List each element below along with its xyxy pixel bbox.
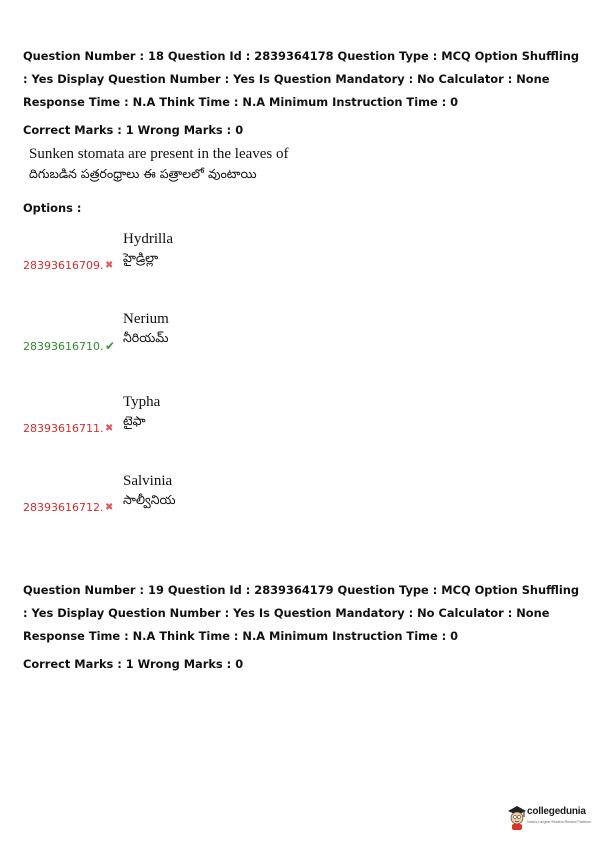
option-4-id: 28393616712. (23, 501, 104, 514)
cross-icon: ✖ (105, 502, 114, 513)
option-3-text-telugu: టైఫా (123, 413, 146, 428)
question-19-meta: Question Number : 19 Question Id : 2839364179 Question Type : MCQ Option Shuffling : Yes Display Question Number : Yes Is Question Mandatory : No Calculator : None Response Time : N.A Think Time : N.A Minimum Instruction Time : 0 (23, 583, 579, 643)
options-label: Options : (23, 201, 82, 215)
question-18-text-english: Sunken stomata are present in the leaves of (29, 146, 289, 162)
option-4-text-english: Salvinia (123, 473, 173, 489)
option-3[interactable] (0, 393, 595, 453)
question-19-marks: Correct Marks : 1 Wrong Marks : 0 (23, 657, 244, 671)
question-18-marks: Correct Marks : 1 Wrong Marks : 0 (23, 123, 244, 137)
option-2[interactable] (0, 310, 595, 370)
option-1-id: 28393616709. (23, 259, 104, 272)
graduate-mascot-icon (507, 803, 527, 831)
collegedunia-logo (507, 803, 591, 833)
option-1-text-telugu: హైడ్రిల్లా (123, 250, 159, 265)
option-4-text-telugu: సాల్వీనియ (123, 492, 176, 507)
logo-tagline: India's Largest Student Review Platform (527, 820, 591, 824)
option-2-text-telugu: నీరియమ్ (123, 330, 169, 345)
option-3-id: 28393616711. (23, 422, 104, 435)
option-4[interactable] (0, 472, 595, 532)
option-1-text-english: Hydrilla (123, 231, 173, 247)
option-3-text-english: Typha (123, 394, 161, 410)
cross-icon: ✖ (105, 260, 114, 271)
cross-icon: ✖ (105, 423, 114, 434)
check-icon: ✔ (105, 339, 116, 353)
option-2-text-english: Nerium (123, 311, 169, 327)
logo-name: collegedunia (527, 806, 586, 817)
option-2-id: 28393616710. (23, 340, 104, 353)
question-18-text-telugu: దిగుబడిన పత్రరంధ్రాలు ఈ పత్రాలలో వుంటాయి (29, 166, 257, 181)
question-18-meta: Question Number : 18 Question Id : 2839364178 Question Type : MCQ Option Shuffling : Yes Display Question Number : Yes Is Question Mandatory : No Calculator : None Response Time : N.A Think Time : N.A Minimum Instruction Time : 0 (23, 49, 579, 109)
option-1[interactable] (0, 230, 595, 290)
